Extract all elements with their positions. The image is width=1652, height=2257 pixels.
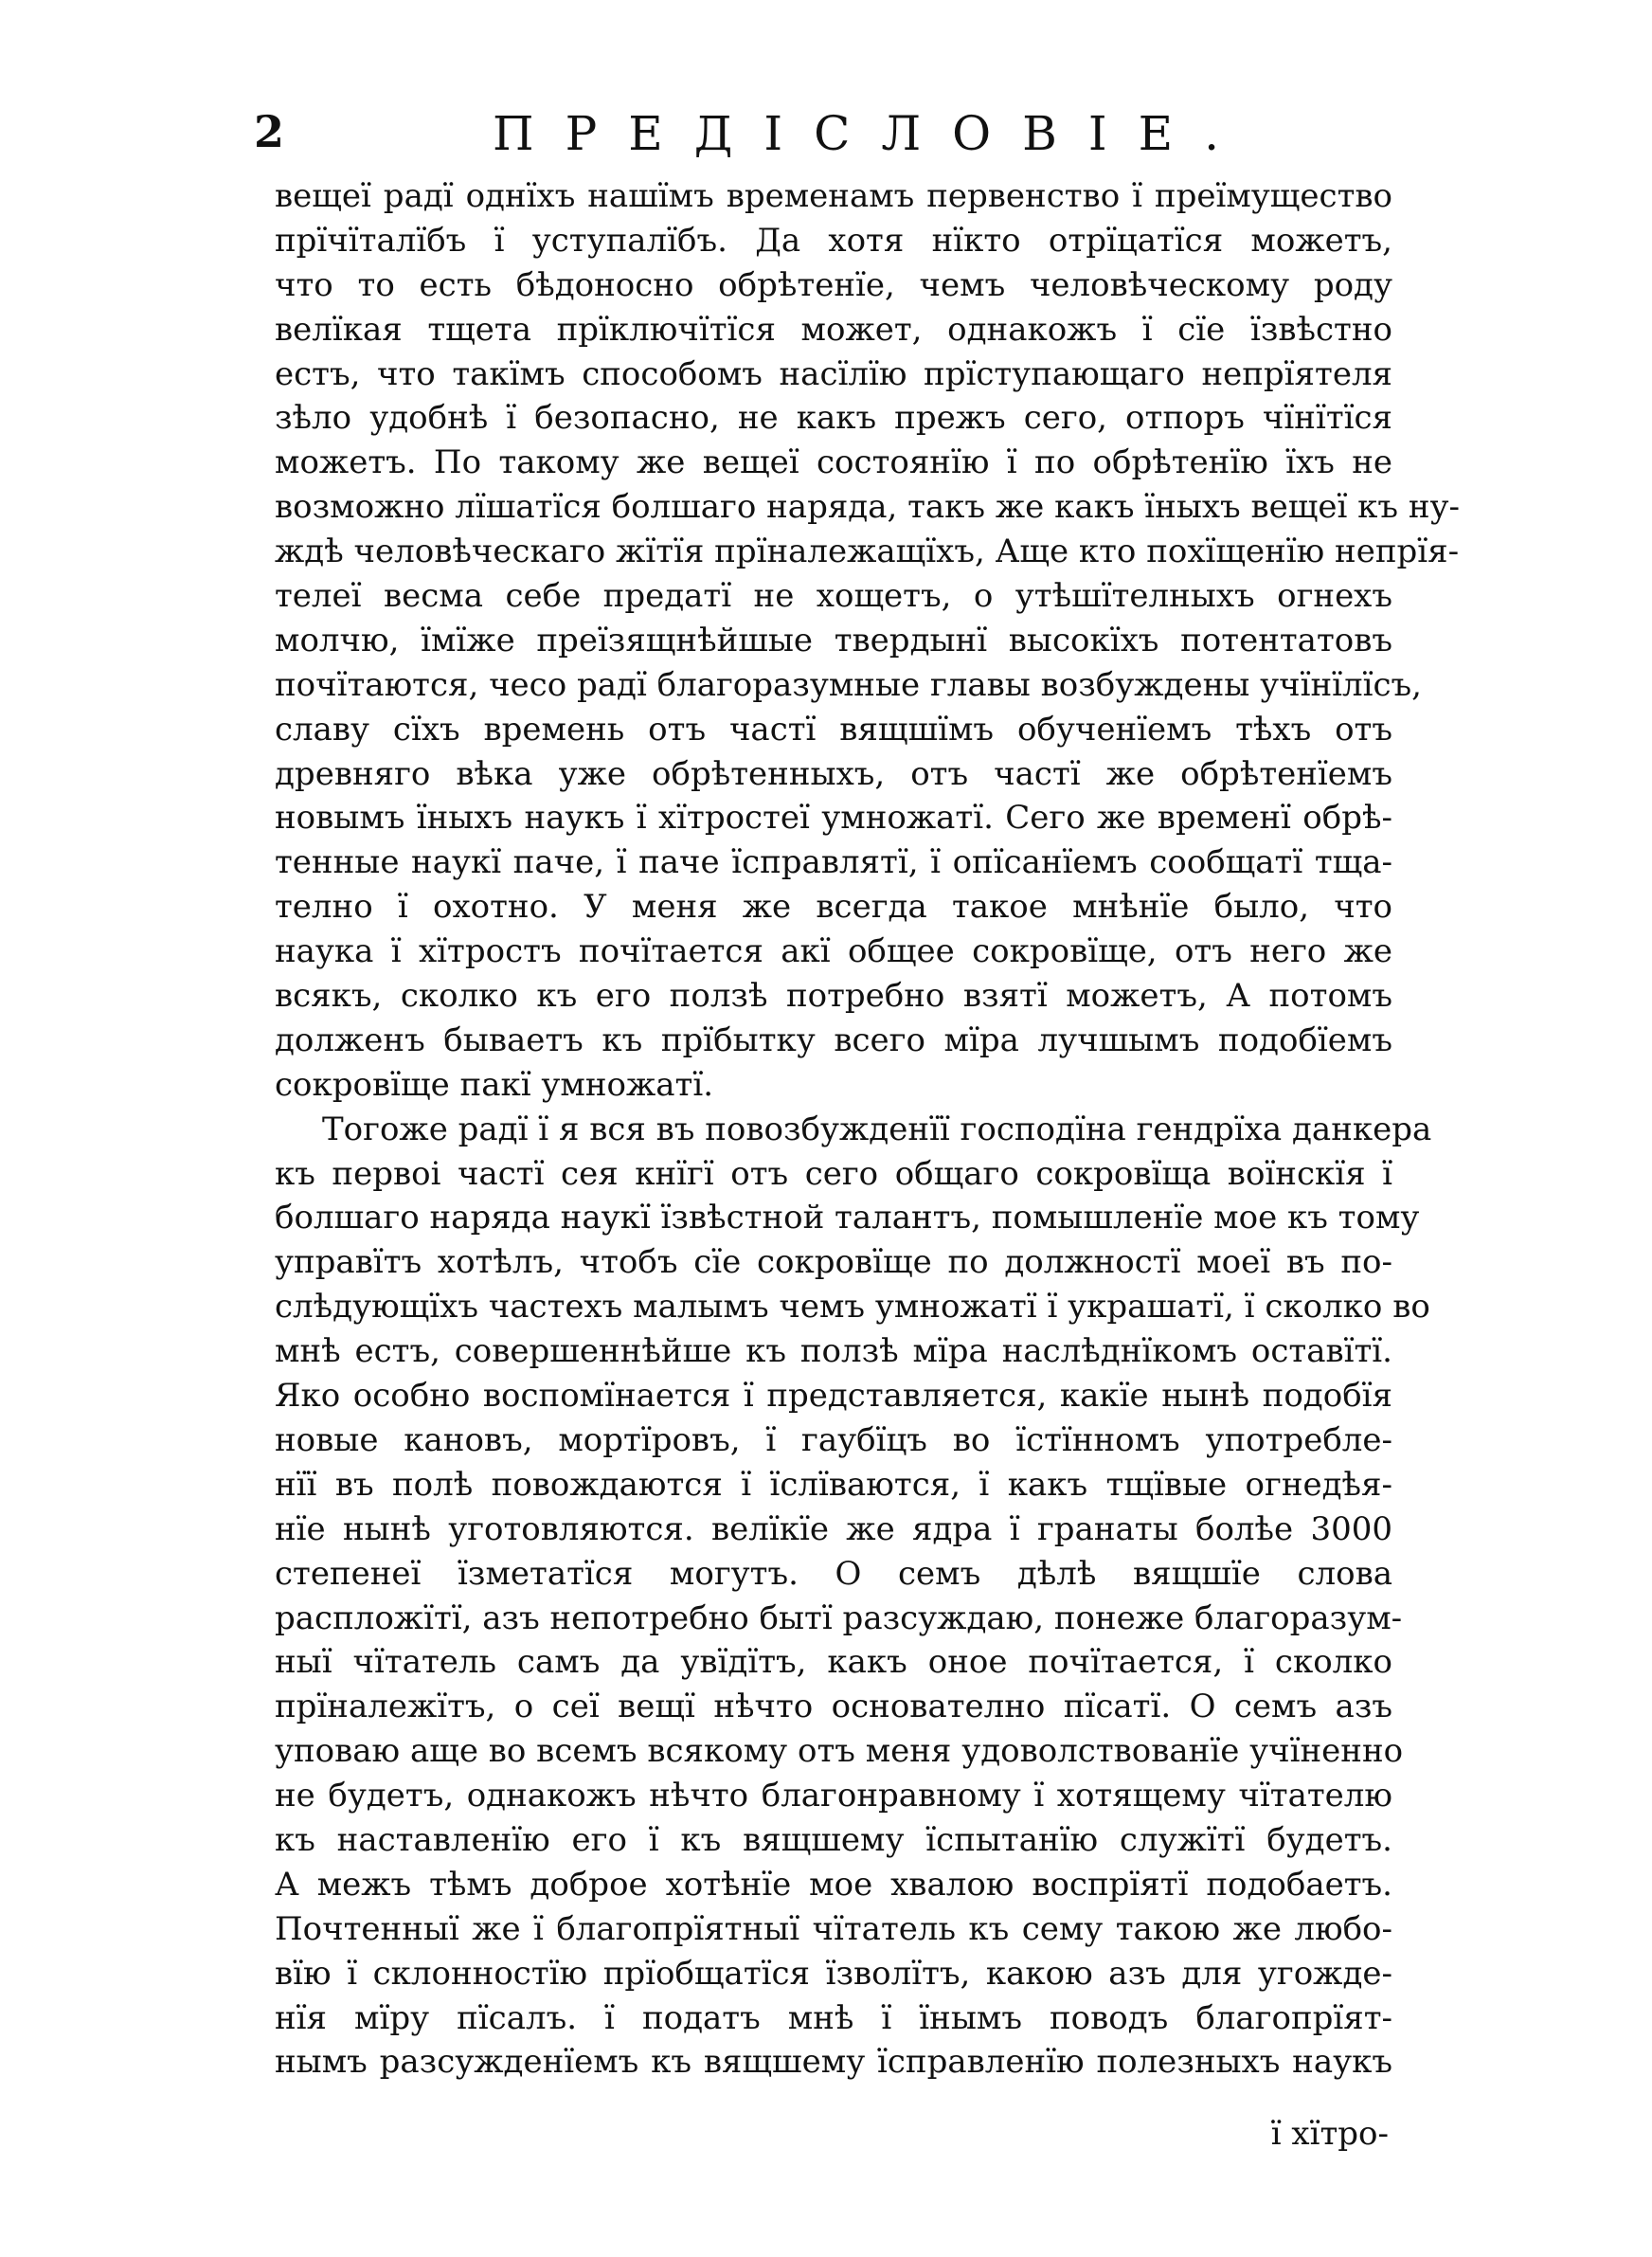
text-line: А межъ тѣмъ доброе хотѣнїе мое хвалою воспрїятї подобаетъ. [275, 1865, 1392, 1904]
text-line: всякъ, сколко къ его ползѣ потребно взятї можетъ, А потомъ [275, 977, 1392, 1016]
text-line: велїкая тщета прїключїтїся может, однакожъ ї сїе їзвѣстно [275, 310, 1392, 349]
text-line: ныї чїтатель самъ да увїдїтъ, какъ оное почїтается, ї сколко [275, 1643, 1392, 1682]
body-text [275, 174, 1461, 2085]
text-line: тенные наукї паче, ї паче їсправлятї, ї опїсанїемъ сообщатї тща- [275, 843, 1392, 882]
text-line: ждѣ человѣческаго жїтїя прїналежащїхъ, Аще кто похїщенїю непрїя- [275, 533, 1460, 571]
text-line: степенеї їзметатїся могутъ. О семъ дѣлѣ вящшїе слова [275, 1554, 1392, 1593]
text-line: нїе нынѣ уготовляются. велїкїе же ядра ї гранаты болѣе 3000 [275, 1509, 1392, 1548]
text-line: Яко особно воспомїнается ї представляется, какїе нынѣ подобїя [275, 1377, 1392, 1416]
text-line: долженъ бываетъ къ прїбытку всего мїра лучшымъ подобїемъ [275, 1020, 1392, 1059]
text-line: управїтъ хотѣлъ, чтобъ сїе сокровїще по должностї моеї въ по- [275, 1243, 1392, 1282]
text-line: къ наставленїю его ї къ вящшему їспытанїю служїтї будетъ. [275, 1820, 1392, 1859]
text-line: новымъ їныхъ наукъ ї хїтростеї умножатї. Сего же временї обрѣ- [275, 799, 1392, 838]
text-line: прїчїталїбъ ї уступалїбъ. Да хотя нїкто отрїцатїся можетъ, [275, 221, 1392, 260]
text-line: телеї весма себе предатї не хощетъ, о утѣшїтелныхъ огнехъ [275, 577, 1392, 616]
text-line: Почтенныї же ї благопрїятныї чїтатель къ сему такою же любо- [275, 1909, 1392, 1948]
text-line: къ первоі частї сея кнїгї отъ сего общаго сокровїща воїнскїя ї [275, 1154, 1392, 1193]
text-line: Тогоже радї ї я вся въ повозбужденїї господїна гендрїха данкера [322, 1110, 1432, 1148]
text-line: сокровїще пакї умножатї. [275, 1065, 714, 1104]
text-line: не будетъ, однакожъ нѣчто благонравному ї хотящему чїтателю [275, 1777, 1392, 1815]
page-header [254, 106, 1391, 182]
text-line: мнѣ естъ, совершеннѣйше къ ползѣ мїра наслѣднїкомъ оставїтї. [275, 1332, 1392, 1371]
text-line: наука ї хїтростъ почїтается акї общее сокровїще, отъ него же [275, 932, 1392, 971]
text-line: слѣдующїхъ частехъ малымъ чемъ умножатї ї украшатї, ї сколко во [275, 1288, 1430, 1327]
text-line: древняго вѣка уже обрѣтенныхъ, отъ частї же обрѣтенїемъ [275, 754, 1392, 793]
text-line: распложїтї, азъ непотребно бытї разсуждаю, понеже благоразум- [275, 1598, 1403, 1637]
text-line: нїя мїру пїсалъ. ї податъ мнѣ ї їнымъ поводъ благопрїят- [275, 1998, 1392, 2037]
text-line: почїтаются, чесо радї благоразумные главы возбуждены учїнїлїсъ, [275, 665, 1422, 704]
text-line: нїї въ полѣ повождаются ї їслїваются, ї какъ тщївые огнедѣя- [275, 1465, 1392, 1504]
text-line: что то есть бѣдоносно обрѣтенїе, чемъ человѣческому роду [275, 265, 1392, 304]
running-title: ПРЕДІСЛОВІЕ. [493, 106, 1251, 161]
text-line: болшаго наряда наукї їзвѣстной талантъ, помышленїе мое къ тому [275, 1199, 1420, 1237]
text-line: уповаю аще во всемъ всякому отъ меня удоволствованїе учїненно [275, 1732, 1404, 1771]
text-line: естъ, что такїмъ способомъ насїлїю прїступающаго непрїятеля [275, 354, 1392, 393]
text-line: можетъ. По такому же вещеї состоянїю ї по обрѣтенїю їхъ не [275, 443, 1392, 482]
text-line: нымъ разсужденїемъ къ вящшему їсправленїю полезныхъ наукъ [275, 2043, 1392, 2082]
text-line: прїналежїтъ, о сеї вещї нѣчто основателно пїсатї. О семъ азъ [275, 1688, 1392, 1726]
text-line: славу сїхъ времень отъ частї вящшїмъ обученїемъ тѣхъ отъ [275, 710, 1392, 749]
page-number: 2 [254, 106, 285, 157]
catchword: ї хїтро- [1270, 2115, 1389, 2153]
text-line: зѣло удобнѣ ї безопасно, не какъ прежъ сего, отпоръ чїнїтїся [275, 399, 1392, 438]
text-line: новые кановъ, мортїровъ, ї гаубїцъ во їстїнномъ употребле- [275, 1420, 1392, 1459]
text-line: молчю, їмїже преїзящнѣйшые твердынї высокїхъ потентатовъ [275, 621, 1392, 659]
text-line: вїю ї склонностїю прїобщатїся їзволїтъ, какою азъ для угожде- [275, 1954, 1392, 1993]
text-line: телно ї охотно. У меня же всегда такое мнѣнїе было, что [275, 888, 1392, 927]
text-line: возможно лїшатїся болшаго наряда, такъ же какъ їныхъ вещеї къ ну- [275, 488, 1461, 527]
text-line: вещеї радї однїхъ нашїмъ временамъ первенство ї преїмущество [275, 177, 1392, 215]
